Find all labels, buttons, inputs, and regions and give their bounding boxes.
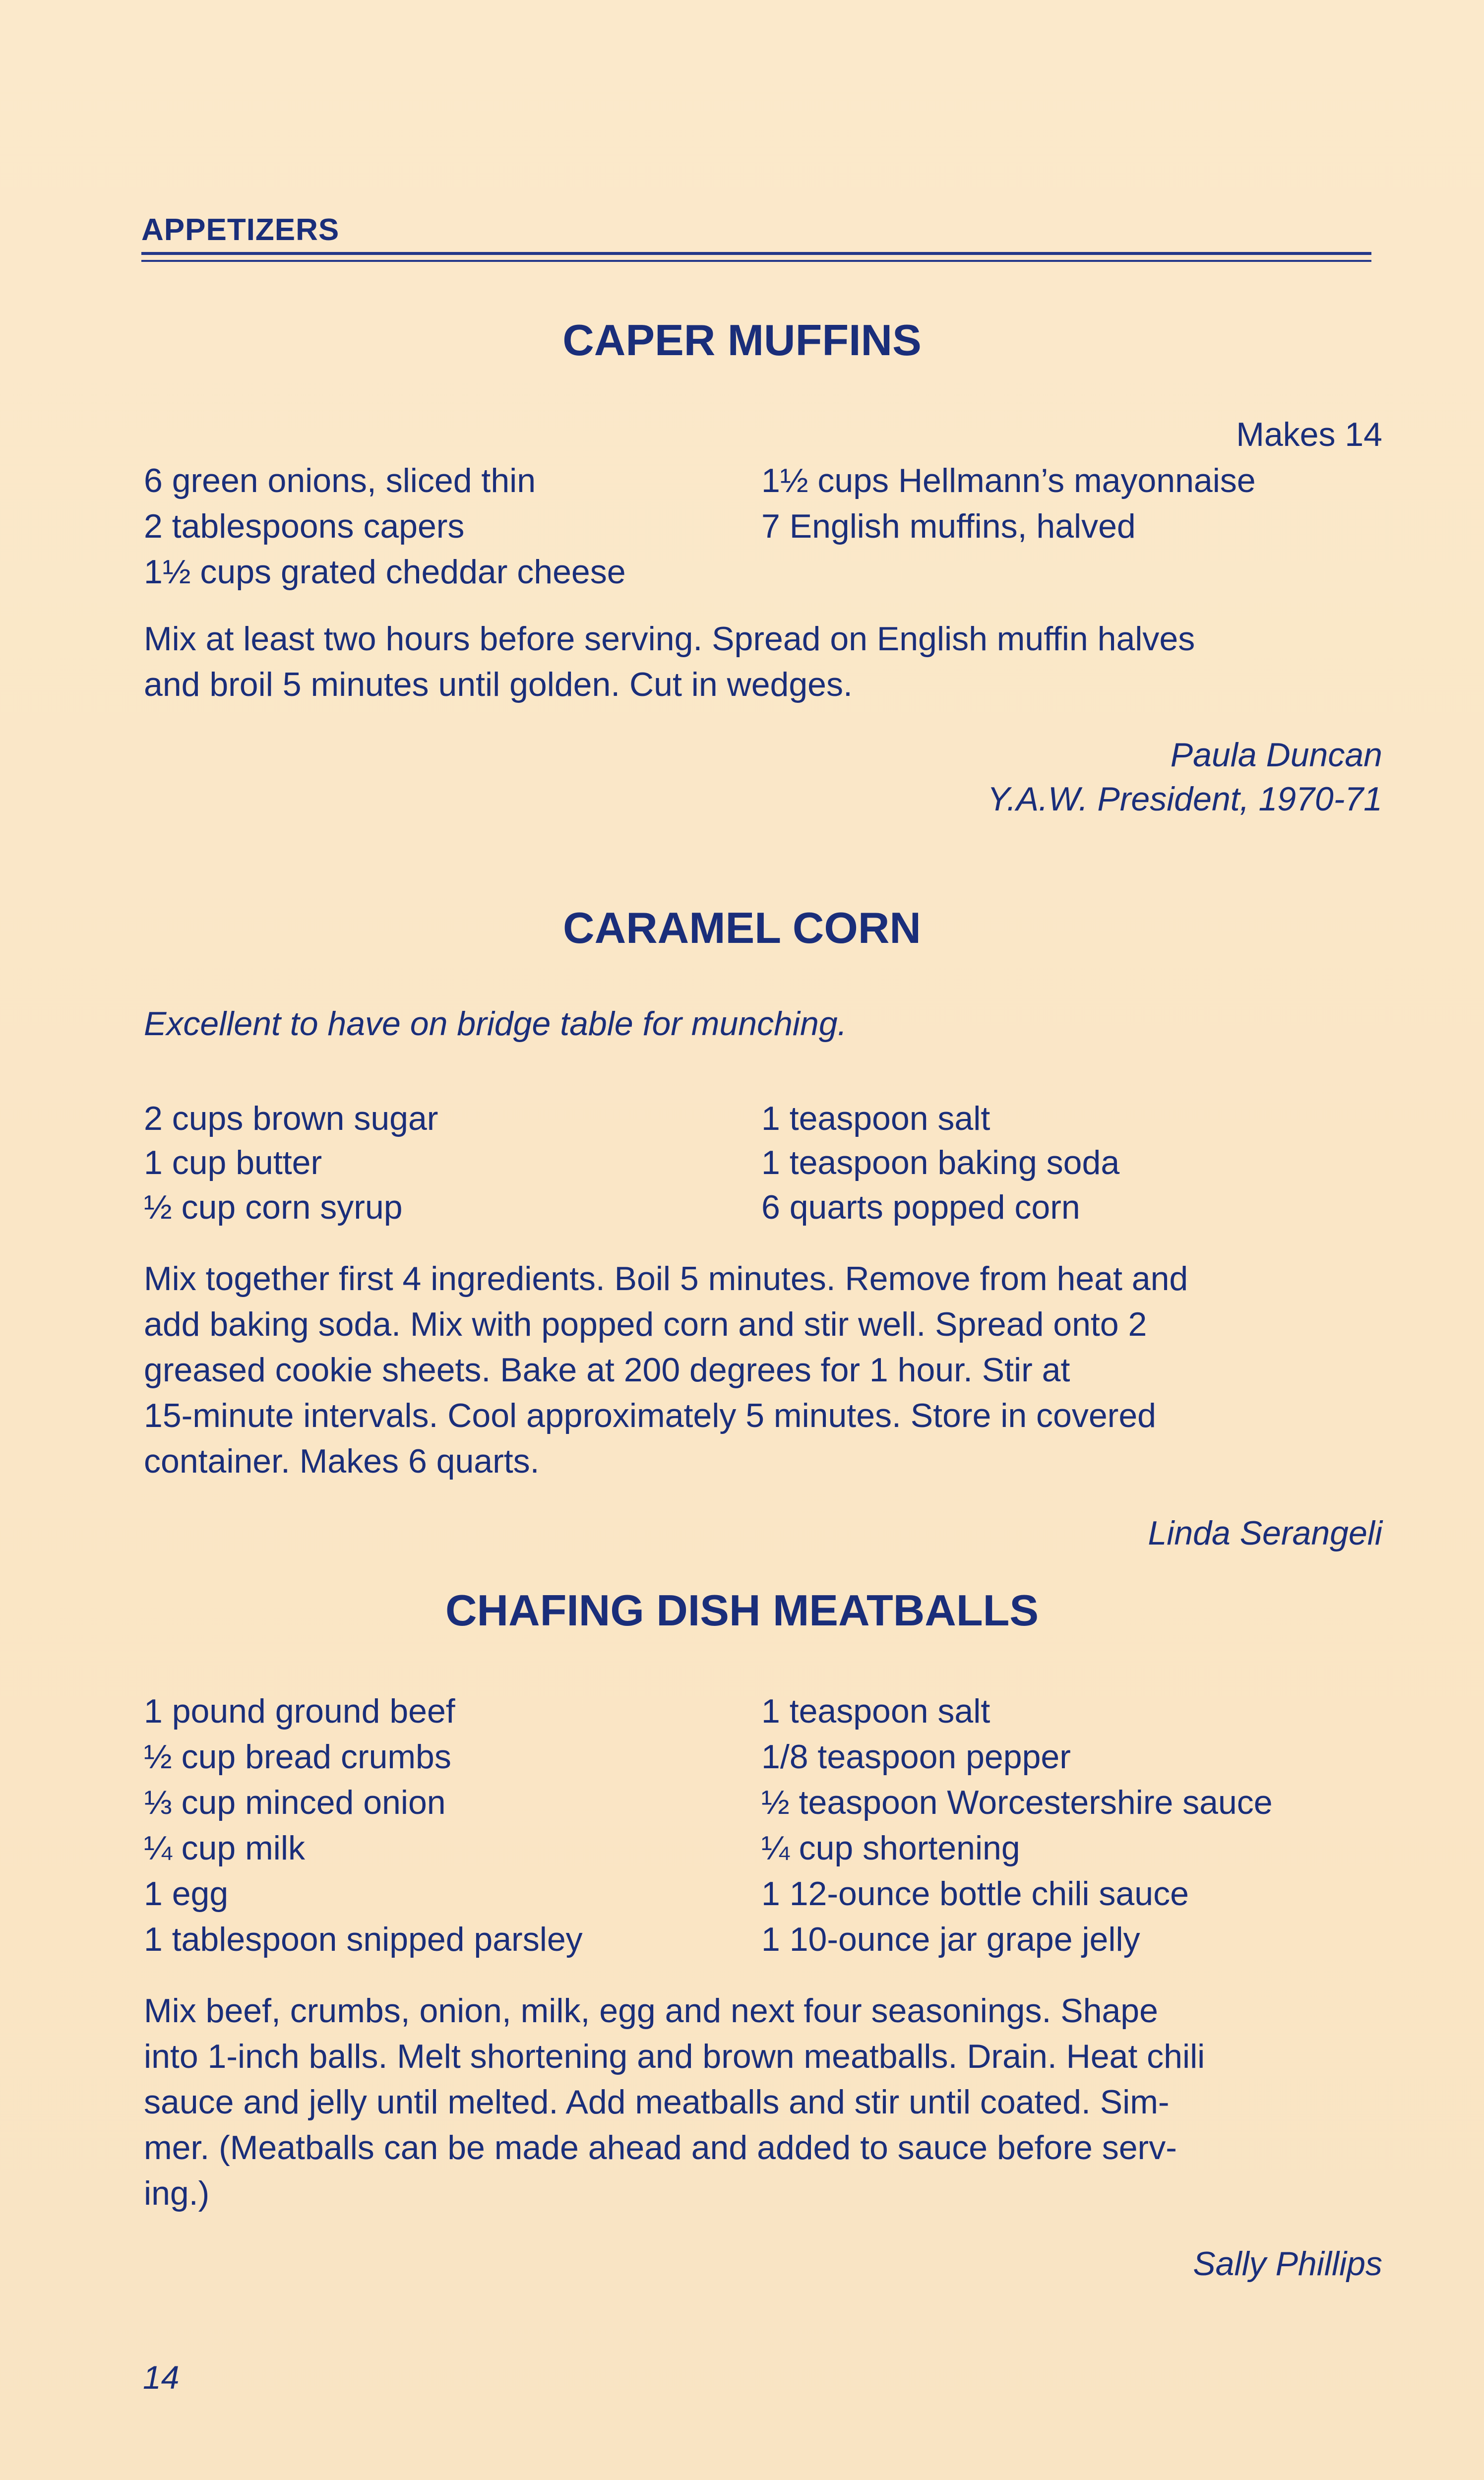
ingredient: 1 tablespoon snipped parsley [144, 1921, 583, 1958]
ingredient: 1 teaspoon salt [761, 1100, 990, 1137]
page-number: 14 [143, 2359, 180, 2396]
ingredient: ¼ cup milk [144, 1829, 305, 1867]
instruction-line: add baking soda. Mix with popped corn and stir well. Spread onto 2 [144, 1305, 1147, 1343]
instruction-line: Mix together first 4 ingredients. Boil 5 minutes. Remove from heat and [144, 1260, 1188, 1298]
instruction-line: ing.) [144, 2174, 210, 2212]
ingredient: 1 12-ounce bottle chili sauce [761, 1875, 1189, 1913]
ingredient: 1½ cups Hellmann’s mayonnaise [761, 462, 1256, 499]
instruction-line: mer. (Meatballs can be made ahead and added to sauce before serv- [144, 2129, 1177, 2167]
recipe-author: Paula Duncan [1170, 736, 1382, 774]
ingredient: 1 10-ounce jar grape jelly [761, 1921, 1140, 1958]
instruction-line: into 1-inch balls. Melt shortening and brown meatballs. Drain. Heat chili [144, 2038, 1205, 2075]
instruction-line: and broil 5 minutes until golden. Cut in wedges. [144, 666, 853, 703]
ingredient: 1 teaspoon salt [761, 1692, 990, 1730]
recipe-author-title: Y.A.W. President, 1970-71 [987, 780, 1382, 818]
ingredient: ¼ cup shortening [761, 1829, 1020, 1867]
instruction-line: sauce and jelly until melted. Add meatballs and stir until coated. Sim- [144, 2083, 1170, 2121]
ingredient: 6 quarts popped corn [761, 1188, 1080, 1226]
recipe-title-chafing-dish-meatballs: CHAFING DISH MEATBALLS [445, 1586, 1039, 1635]
ingredient: ½ teaspoon Worcestershire sauce [761, 1784, 1273, 1821]
instruction-line: greased cookie sheets. Bake at 200 degrees for 1 hour. Stir at [144, 1351, 1070, 1389]
ingredient: ½ cup corn syrup [144, 1188, 403, 1226]
header-rule-bottom [141, 260, 1371, 262]
recipe-yield: Makes 14 [1236, 416, 1382, 453]
ingredient: 7 English muffins, halved [761, 507, 1136, 545]
recipe-title-caramel-corn: CARAMEL CORN [563, 903, 921, 952]
ingredient: 1 cup butter [144, 1144, 322, 1181]
header-rule-top [141, 252, 1371, 255]
recipe-author: Linda Serangeli [1148, 1514, 1382, 1552]
recipe-author: Sally Phillips [1193, 2245, 1382, 2283]
ingredient: 6 green onions, sliced thin [144, 462, 536, 499]
ingredient: 1½ cups grated cheddar cheese [144, 553, 626, 591]
ingredient: ⅓ cup minced onion [144, 1784, 446, 1821]
ingredient: 2 cups brown sugar [144, 1100, 438, 1137]
ingredient: 1 pound ground beef [144, 1692, 455, 1730]
recipe-note: Excellent to have on bridge table for munching. [144, 1005, 847, 1043]
section-heading: APPETIZERS [141, 213, 340, 247]
ingredient: ½ cup bread crumbs [144, 1738, 451, 1776]
recipe-title-caper-muffins: CAPER MUFFINS [562, 315, 922, 365]
instruction-line: Mix at least two hours before serving. Spread on English muffin halves [144, 620, 1195, 658]
ingredient: 1/8 teaspoon pepper [761, 1738, 1071, 1776]
instruction-line: 15-minute intervals. Cool approximately 5 minutes. Store in covered [144, 1397, 1156, 1434]
instruction-line: container. Makes 6 quarts. [144, 1442, 540, 1480]
instruction-line: Mix beef, crumbs, onion, milk, egg and next four seasonings. Shape [144, 1992, 1158, 2030]
ingredient: 2 tablespoons capers [144, 507, 465, 545]
ingredient: 1 teaspoon baking soda [761, 1144, 1120, 1181]
ingredient: 1 egg [144, 1875, 229, 1913]
